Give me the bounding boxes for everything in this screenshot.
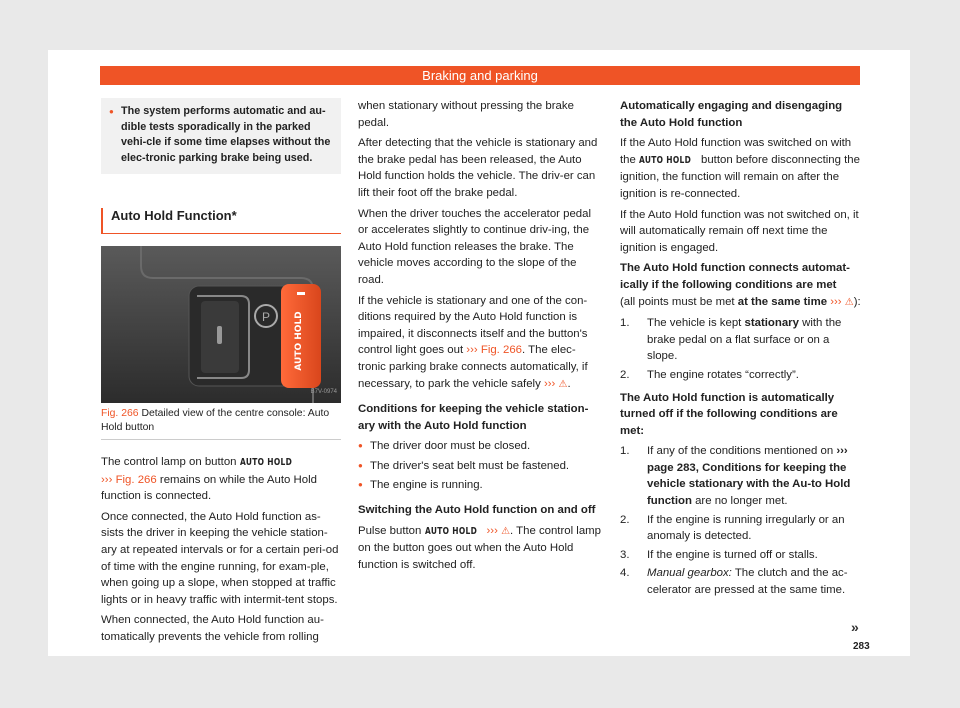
subheading-text: The Auto Hold function is automatically turned off if the following conditions are met: (620, 391, 838, 437)
arrow-link[interactable]: ››› (466, 344, 478, 357)
list-item: 4. Manual gearbox: The clutch and the ac-celerator are pressed at the same time. (620, 567, 848, 597)
figure-caption-text: Detailed view of the centre console: Auto Hold button (101, 407, 330, 433)
text: (all points must be met (620, 295, 735, 308)
text: The control lamp on button (101, 455, 237, 468)
continue-mark: » (851, 619, 859, 635)
paragraph: When connected, the Auto Hold function au-tomatically prevents the vehicle from rolling (101, 614, 324, 643)
emphasis: at the same time (737, 295, 828, 308)
auto-hold-button-icon: AUTO HOLD (424, 525, 477, 537)
list-item: 1. If any of the conditions mentioned on ››› page 283, Conditions for keeping the vehicle stationary with the Au-to Hold function are no longer met. (620, 445, 851, 508)
text: . The elec-tronic parking brake connects automatically, if necessary, to park the vehicle safely (358, 344, 588, 390)
warning-icon[interactable]: ⚠ (844, 296, 854, 308)
section-title: Auto Hold Function* (101, 208, 341, 234)
auto-hold-button-icon: AUTO HOLD (239, 456, 292, 468)
list-item: ● The engine is running. (358, 477, 601, 494)
note-text: ● The system performs automatic and au-dible tests sporadically in the parked vehi-cle if some time elapses without the elec-tronic parking brake being used. (109, 104, 333, 166)
paragraph (620, 135, 862, 202)
list-item: ● The driver's seat belt must be fastened. (358, 458, 601, 475)
note-box (101, 98, 341, 174)
list-item: ● The driver door must be closed. (358, 438, 601, 455)
subheading (620, 390, 862, 440)
arrow-link[interactable]: ››› (830, 295, 842, 308)
auto-hold-button-icon: AUTO HOLD (639, 154, 692, 166)
subheading (358, 502, 601, 519)
console-photo (101, 246, 341, 403)
figure-code: B7V-0974 (310, 389, 337, 396)
paragraph: When the driver touches the accelerator pedal or accelerates slightly to continue driv-ing, the Auto Hold function releases the brake. The vehicle moves according to the slope of the road. (358, 207, 592, 286)
page-header: Braking and parking (100, 66, 860, 85)
subheading-text: The Auto Hold function connects automat-ically if the following conditions are met (620, 262, 850, 291)
warning-icon[interactable]: ⚠ (501, 525, 511, 537)
list-item: 2. If the engine is running irregularly or an anomaly is detected. (620, 513, 845, 543)
arrow-link[interactable]: ››› (486, 524, 498, 537)
figure-caption (101, 407, 341, 435)
subheading-text: Switching the Auto Hold function on and off (358, 504, 596, 517)
list-item: 3. If the engine is turned off or stalls. (620, 548, 818, 561)
off-conditions-list (620, 443, 862, 598)
auto-hold-button-label: AUTO HOLD (294, 311, 304, 371)
subheading (358, 401, 601, 434)
page-number: 283 (853, 641, 870, 652)
text: . The control lamp on the button goes out when the Auto Hold function is switched off. (358, 524, 601, 571)
paragraph: Once connected, the Auto Hold function as-sists the driver in keeping the vehicle station-ary at repeated intervals or for a certain peri-od of time with the engine running, for exam-ple, when going up a slope, when stopped at traffic lights or in heavy traffic with intermit-tent stops. (101, 510, 339, 606)
text: button before disconnecting the ignition, the function will remain on after the ignition is re-connected. (620, 153, 860, 200)
text: If the Auto Hold function was switched on with the (620, 137, 852, 166)
text: If the vehicle is stationary and one of the con-ditions required by the Auto Hold function is impaired, it disconnects itself and the button's control light goes out (358, 294, 588, 357)
subheading (620, 260, 862, 293)
text: Pulse button (358, 524, 422, 537)
paragraph (358, 293, 601, 394)
subheading (620, 98, 862, 131)
page-link[interactable]: ››› page 283, Conditions for keeping the vehicle stationary with the Au-to Hold function (647, 445, 851, 508)
list-item: 1. The vehicle is kept stationary with the brake pedal on a flat surface or on a slope. (620, 317, 842, 363)
warning-icon[interactable]: ⚠ (558, 378, 568, 390)
paragraph (620, 294, 862, 312)
arrow-link[interactable]: ››› (543, 377, 556, 390)
svg-text:P: P (261, 309, 271, 324)
console-illustration (101, 246, 341, 403)
text: ): (853, 295, 861, 308)
conditions-list (620, 315, 862, 383)
column-2 (358, 98, 601, 577)
arrow-link[interactable]: ››› (101, 473, 113, 486)
paragraph (101, 454, 341, 505)
figure-link[interactable]: Fig. 266 (480, 344, 523, 357)
column-3 (620, 98, 862, 603)
paragraph: After detecting that the vehicle is stationary and the brake pedal has been released, the Auto Hold function holds the vehicle. The driv-er can lift their foot off the brake pedal. (358, 137, 598, 199)
figure (101, 246, 341, 440)
paragraph: when stationary without pressing the brake pedal. (358, 100, 574, 129)
subheading-text: Automatically engaging and disengaging the Auto Hold function (620, 100, 843, 129)
text: remains on while the Auto Hold function is connected. (101, 473, 317, 503)
paragraph (358, 523, 601, 574)
figure-label: Fig. 266 (101, 407, 139, 419)
figure-link[interactable]: Fig. 266 (115, 473, 157, 486)
subheading-text: Conditions for keeping the vehicle station-ary with the Auto Hold function (358, 403, 589, 432)
paragraph: If the Auto Hold function was not switched on, it will automatically remain off next time the ignition is engaged. (620, 208, 859, 254)
text: . (567, 377, 571, 390)
list-item: 2. The engine rotates “correctly”. (620, 368, 799, 381)
column-1 (101, 98, 341, 650)
